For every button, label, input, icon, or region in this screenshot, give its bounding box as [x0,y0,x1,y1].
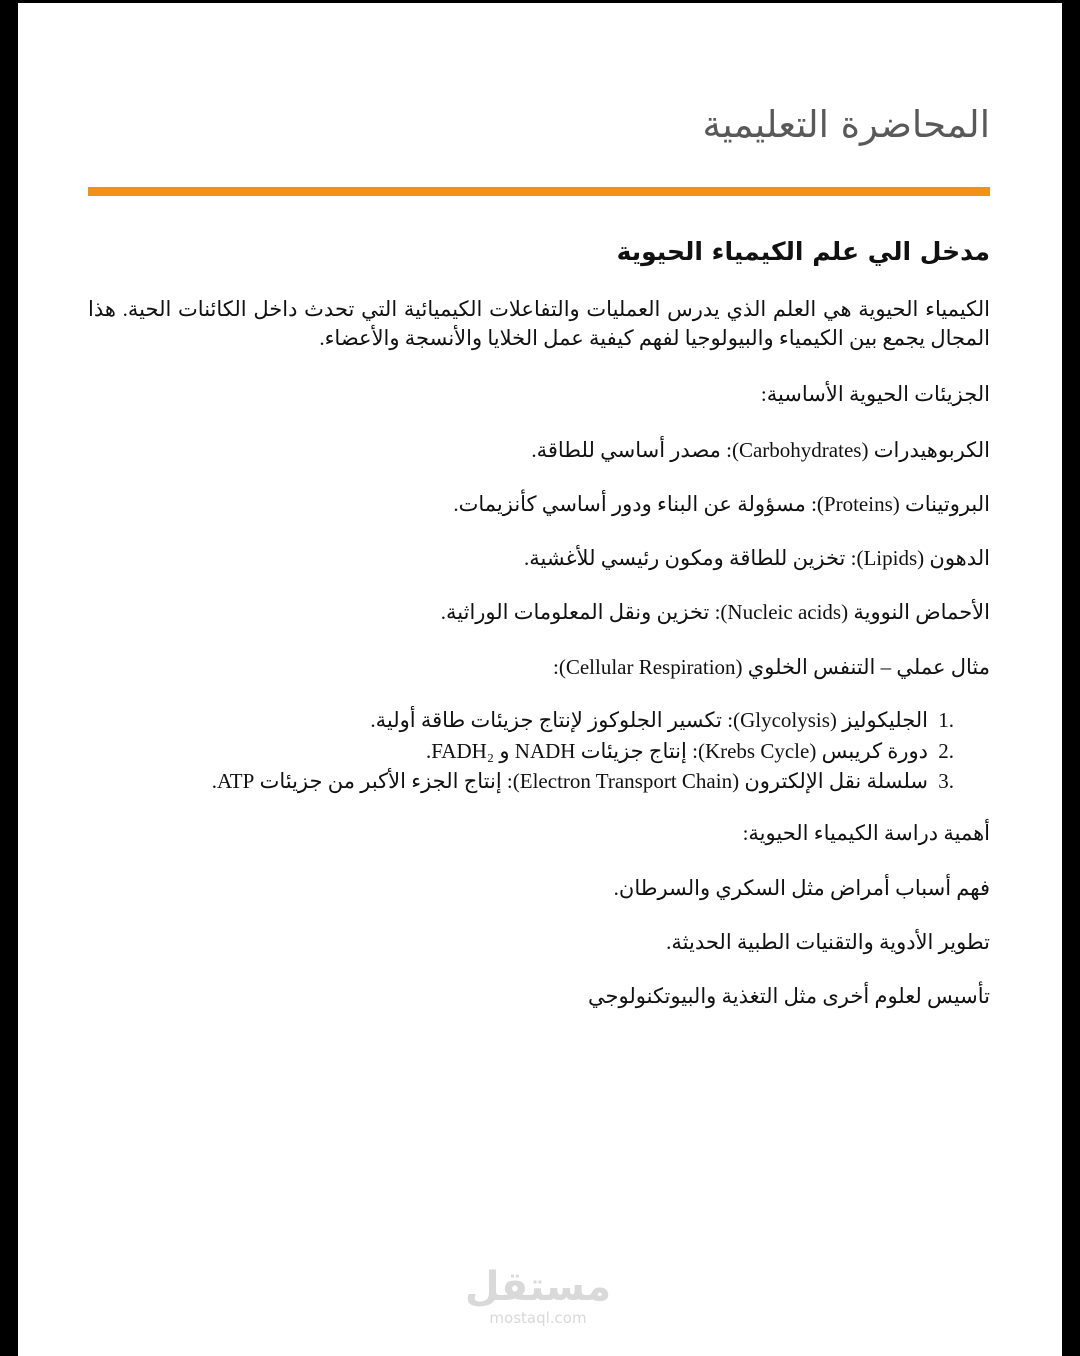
section-heading: مدخل الي علم الكيمياء الحيوية [616,237,990,266]
list-item [88,705,990,736]
title-divider [88,187,990,196]
biomolecules-label: الجزيئات الحيوية الأساسية: [760,382,990,406]
biomolecule-carbohydrates: الكربوهيدرات (Carbohydrates): مصدر أساسي للطاقة. [531,438,990,462]
list-item [88,736,990,767]
document-title: المحاضرة التعليمية [702,103,990,146]
list-item-number: 2. [938,738,954,763]
list-item-text: الجليكوليز (Glycolysis): تكسير الجلوكوز لإنتاج جزيئات طاقة أولية. [370,708,928,732]
example-label: مثال عملي – التنفس الخلوي (Cellular Respiration): [553,655,990,679]
document-page [18,3,1062,1356]
document-body [88,3,990,1356]
list-item-number: 3. [938,769,954,793]
mostaql-watermark [458,1265,618,1327]
importance-item-diseases: فهم أسباب أمراض مثل السكري والسرطان. [613,876,990,900]
importance-item-foundation: تأسيس لعلوم أخرى مثل التغذية والبيوتكنولوجي [588,984,990,1008]
list-item-text: سلسلة نقل الإلكترون (Electron Transport Chain): إنتاج الجزء الأكبر من جزيئات ATP. [211,769,928,793]
intro-paragraph: الكيمياء الحيوية هي العلم الذي يدرس العمليات والتفاعلات الكيميائية التي تحدث داخل الكائنات الحية. هذا المجال يجمع بين الكيمياء والبيولوجيا لفهم كيفية عمل الخلايا والأنسجة والأعضاء. [88,297,990,350]
biomolecule-lipids: الدهون (Lipids): تخزين للطاقة ومكون رئيسي للأغشية. [524,546,990,570]
watermark-arabic-logo: مستقل [464,1264,612,1310]
biomolecule-proteins: البروتينات (Proteins): مسؤولة عن البناء ودور أساسي كأنزيمات. [453,492,990,516]
respiration-steps-list [88,705,990,797]
list-item-number: 1. [938,708,954,732]
biomolecule-nucleic-acids: الأحماض النووية (Nucleic acids): تخزين ونقل المعلومات الوراثية. [440,600,990,624]
importance-label: أهمية دراسة الكيمياء الحيوية: [742,821,990,845]
importance-item-medicine: تطوير الأدوية والتقنيات الطبية الحديثة. [666,930,990,954]
list-item-text: دورة كريبس (Krebs Cycle): إنتاج جزيئات NADH و FADH₂. [425,738,928,763]
list-item [88,766,990,797]
watermark-url: mostaql.com [489,1309,587,1327]
